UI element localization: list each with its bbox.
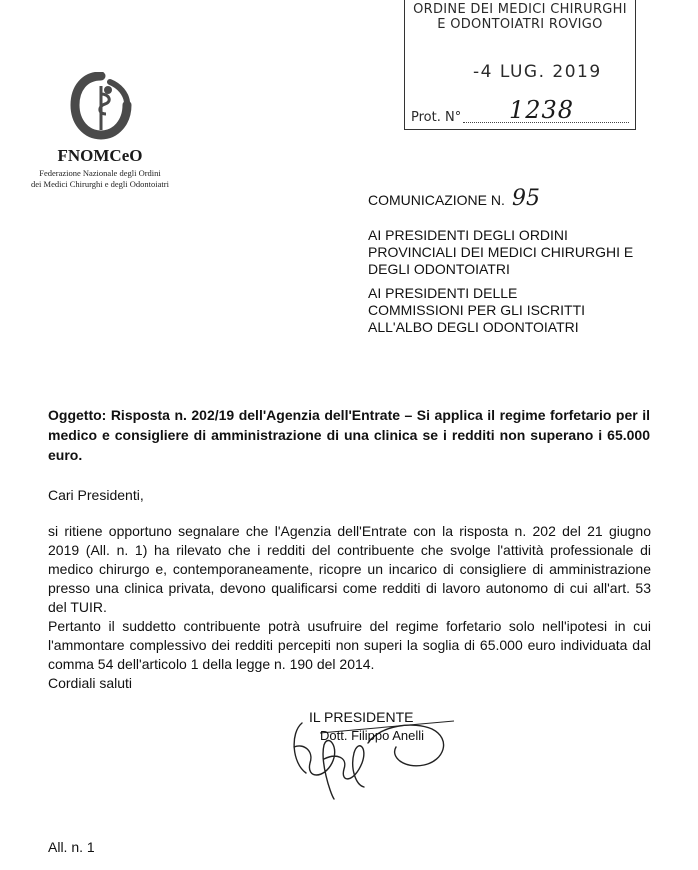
signer-name: Dott. Filippo Anelli	[320, 728, 425, 743]
communication-number: 95	[512, 186, 540, 211]
logo-name: FNOMCeO	[57, 146, 143, 165]
recipient-line: ALL'ALBO DEGLI ODONTOIATRI	[368, 319, 579, 335]
attachment-note: All. n. 1	[48, 839, 95, 855]
recipient-block-1	[368, 227, 633, 278]
recipient-block-2	[368, 285, 585, 336]
stamp-prot-label: Prot. N°	[411, 110, 462, 125]
logo-subtitle-line2: dei Medici Chirurghi e degli Odontoiatri	[31, 179, 169, 189]
signer-title: IL PRESIDENTE	[309, 709, 414, 725]
closing: Cordiali saluti	[48, 675, 133, 691]
recipient-line: COMMISSIONI PER GLI ISCRITTI	[368, 302, 586, 318]
recipient-line: AI PRESIDENTI DEGLI ORDINI	[368, 227, 568, 243]
stamp-prot-number: 1238	[509, 96, 575, 124]
recipient-line: DEGLI ODONTOIATRI	[368, 261, 510, 277]
fnomceo-logo-icon	[70, 72, 132, 140]
body-paragraph-1: si ritiene opportuno segnalare che l'Agenzia dell'Entrate con la risposta n. 202 del 21 giugno 2019 (All. n. 1) ha rilevato che i redditi del contribuente che svolge l'attività professionale di medico chirurgo e, contemporaneamente, ricopre un incarico di consigliere di amministrazione presso una clinica privata, devono qualificarsi come redditi di lavoro autonomo di cui all'art. 53 del TUIR.	[48, 523, 651, 615]
recipient-line: AI PRESIDENTI DELLE	[368, 285, 518, 301]
logo-subtitle-line1: Federazione Nazionale degli Ordini	[39, 168, 161, 178]
subject-line: Oggetto: Risposta n. 202/19 dell'Agenzia dell'Entrate – Si applica il regime forfetario per il medico e consigliere di amministrazione di una clinica se i redditi non superano i 65.000 euro.	[48, 407, 650, 463]
letter-body	[48, 522, 651, 693]
logo-subtitle	[20, 168, 180, 190]
greeting: Cari Presidenti,	[48, 487, 144, 503]
stamp-date: -4 LUG. 2019	[473, 62, 602, 82]
protocol-stamp	[404, 0, 636, 130]
communication-label: COMUNICAZIONE N.	[368, 192, 505, 208]
recipient-line: PROVINCIALI DEI MEDICI CHIRURGHI E	[368, 244, 634, 260]
stamp-org-line2: E ODONTOIATRI ROVIGO	[437, 17, 603, 32]
stamp-org-line1: ORDINE DEI MEDICI CHIRURGHI	[413, 2, 627, 17]
body-paragraph-2: Pertanto il suddetto contribuente potrà usufruire del regime forfetario solo nell'ipotesi in cui l'ammontare complessivo dei redditi percepiti non superi la soglia di 65.000 euro individuata dal comma 54 dell'articolo 1 della legge n. 190 del 2014.	[48, 618, 651, 672]
